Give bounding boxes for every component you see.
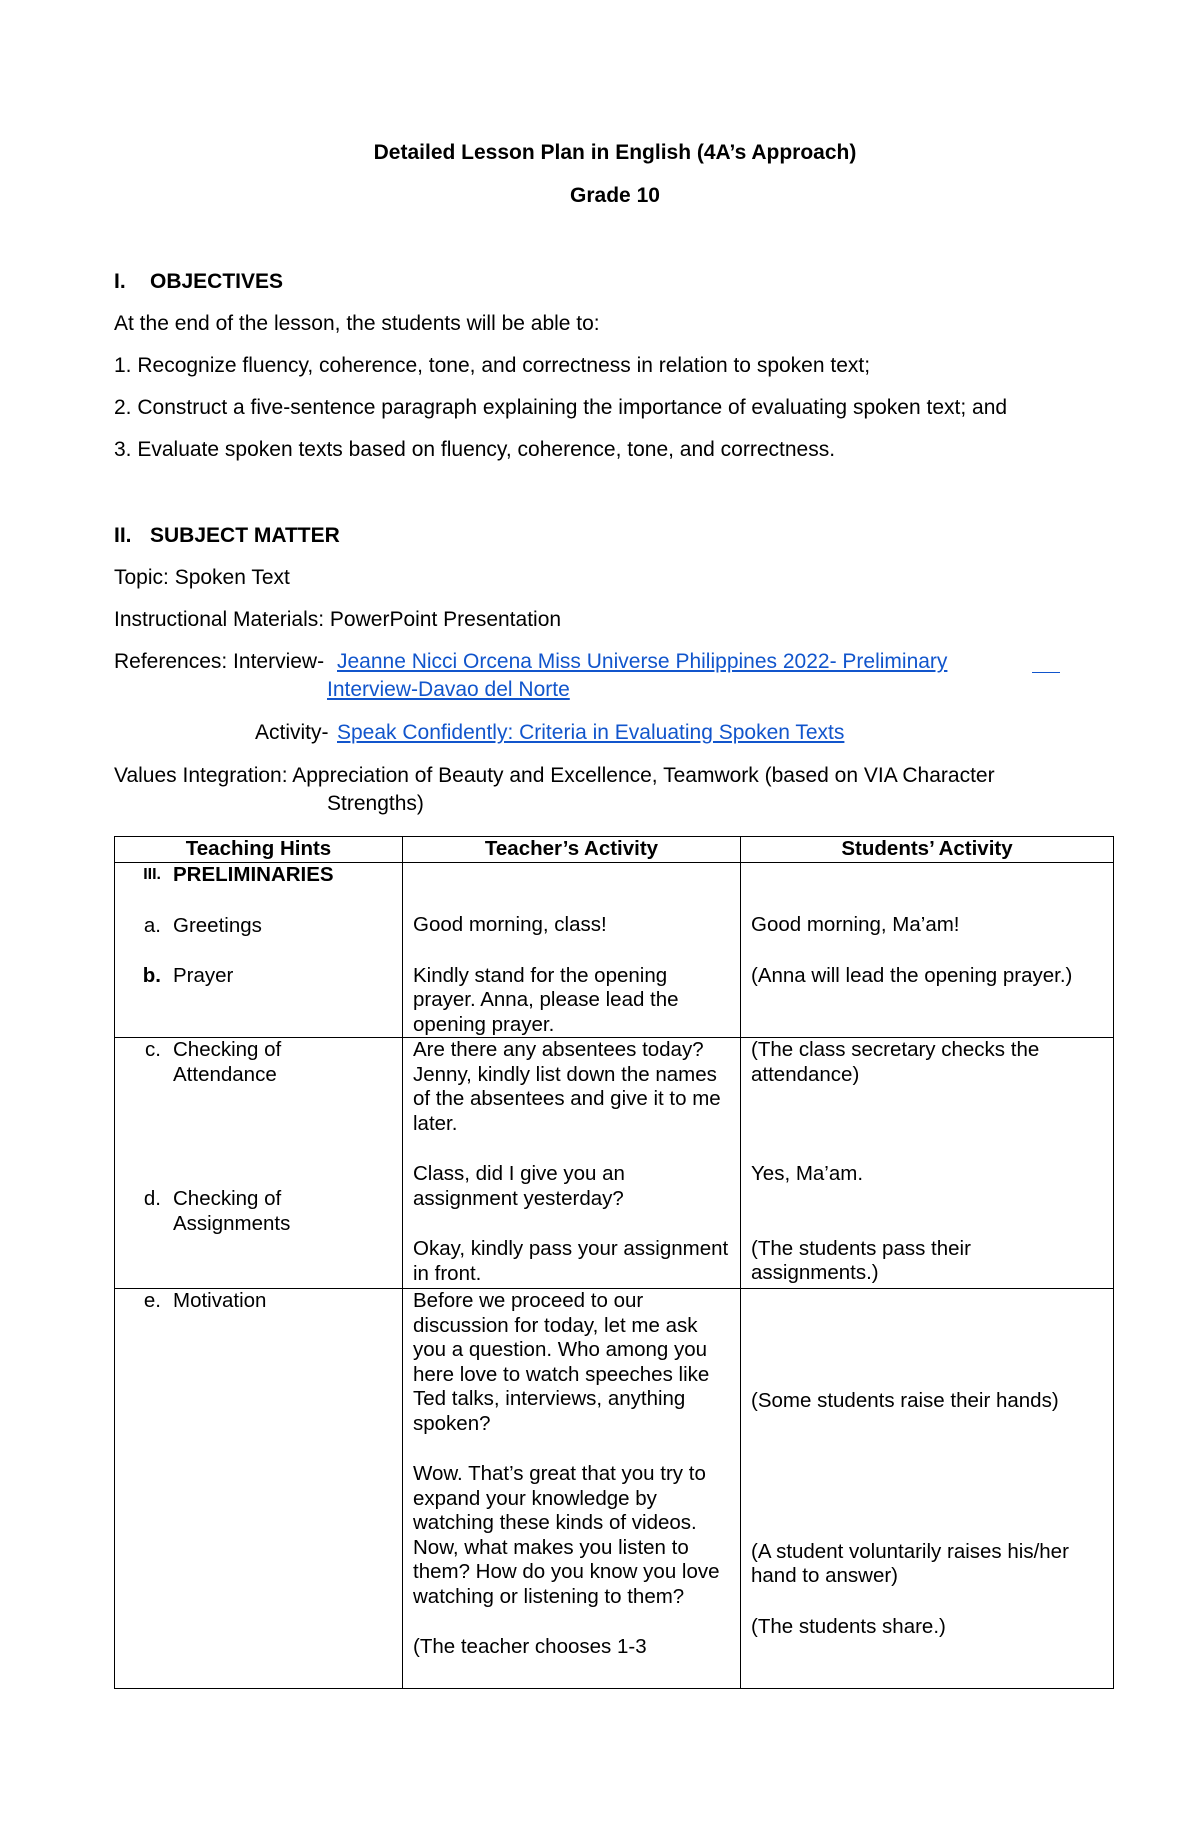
activity-link[interactable]: Speak Confidently: Criteria in Evaluating Spoken Texts bbox=[337, 721, 845, 744]
objectives-heading: OBJECTIVES bbox=[150, 270, 284, 293]
materials-line: Instructional Materials: PowerPoint Presentation bbox=[114, 608, 562, 631]
topic-line: Topic: Spoken Text bbox=[114, 566, 290, 589]
reference-link[interactable]: Jeanne Nicci Orcena Miss Universe Philippines 2022- Preliminary bbox=[337, 650, 948, 673]
students-activity-cell bbox=[741, 1038, 1114, 1289]
teacher-activity-cell bbox=[403, 863, 741, 1038]
prayer-teacher-text: Kindly stand for the opening prayer. Anna, please lead the opening prayer. bbox=[413, 963, 679, 1036]
column-header-students-activity: Students’ Activity bbox=[741, 837, 1114, 863]
reference-link-continued[interactable]: Interview-Davao del Norte bbox=[327, 678, 570, 701]
references-label: References: Interview- bbox=[114, 650, 325, 673]
assignments-teacher-text-1: Class, did I give you an assignment yesterday? bbox=[413, 1162, 625, 1210]
motivation-label: Motivation bbox=[173, 1289, 267, 1312]
table-row bbox=[115, 1038, 1114, 1289]
objectives-intro: At the end of the lesson, the students will be able to: bbox=[114, 312, 600, 335]
motivation-student-text-1: (Some students raise their hands) bbox=[751, 1389, 1059, 1412]
objective-item-3: 3. Evaluate spoken texts based on fluency, coherence, tone, and correctness. bbox=[114, 438, 836, 461]
reference-link-underline bbox=[1032, 650, 1060, 673]
document-title: Detailed Lesson Plan in English (4A’s Approach) bbox=[373, 141, 857, 164]
objective-item-1: 1. Recognize fluency, coherence, tone, and correctness in relation to spoken text; bbox=[114, 354, 871, 377]
attendance-marker: c. bbox=[145, 1038, 161, 1061]
table-row bbox=[115, 863, 1114, 1038]
table-row bbox=[115, 1289, 1114, 1689]
attendance-label: Checking of Attendance bbox=[173, 1038, 282, 1086]
motivation-student-text-3: (The students share.) bbox=[751, 1614, 946, 1638]
table-header-row bbox=[115, 837, 1114, 863]
motivation-teacher-text-1: Before we proceed to our discussion for today, let me ask you a question. Who among you here love to watch speeches like Ted talks, interviews, anything spoken? bbox=[413, 1289, 710, 1435]
attendance-teacher-text: Are there any absentees today? Jenny, kindly list down the names of the absentees and give it to me later. bbox=[413, 1038, 721, 1135]
motivation-student-text-2: (A student voluntarily raises his/her hand to answer) bbox=[751, 1539, 1069, 1587]
teacher-activity-cell bbox=[403, 1289, 741, 1689]
activity-label: Activity- bbox=[255, 721, 329, 744]
preliminaries-heading: PRELIMINARIES bbox=[173, 863, 334, 886]
subject-matter-heading: SUBJECT MATTER bbox=[150, 524, 340, 547]
assignments-student-text-1: Yes, Ma’am. bbox=[751, 1162, 864, 1185]
students-activity-cell bbox=[741, 1289, 1114, 1689]
assignments-teacher-text-2: Okay, kindly pass your assignment in front. bbox=[413, 1237, 729, 1285]
prayer-label: Prayer bbox=[173, 964, 234, 987]
assignments-label: Checking of Assignments bbox=[173, 1187, 291, 1235]
values-integration-line: Values Integration: Appreciation of Beauty and Excellence, Teamwork (based on VIA Character bbox=[114, 764, 995, 787]
motivation-marker: e. bbox=[143, 1289, 161, 1312]
greetings-student-text: Good morning, Ma’am! bbox=[751, 913, 960, 936]
subject-matter-heading-number: II. bbox=[114, 524, 132, 547]
greetings-label: Greetings bbox=[173, 913, 262, 937]
lesson-procedure-table bbox=[114, 836, 1114, 1689]
assignments-student-text-2: (The students pass their assignments.) bbox=[751, 1236, 971, 1284]
teaching-hints-cell bbox=[115, 1289, 403, 1689]
column-header-teaching-hints: Teaching Hints bbox=[115, 837, 403, 863]
motivation-teacher-text-3: (The teacher chooses 1-3 bbox=[413, 1635, 647, 1658]
assignments-marker: d. bbox=[143, 1187, 161, 1210]
attendance-student-text: (The class secretary checks the attendance) bbox=[751, 1038, 1040, 1086]
objective-item-2: 2. Construct a five-sentence paragraph explaining the importance of evaluating spoken text; and bbox=[114, 396, 1008, 419]
prayer-student-text: (Anna will lead the opening prayer.) bbox=[751, 963, 1073, 987]
greetings-marker: a. bbox=[143, 913, 161, 937]
motivation-teacher-text-2: Wow. That’s great that you try to expand your knowledge by watching these kinds of videos. Now, what makes you listen to them? How do you know you love watching or listening to them? bbox=[413, 1462, 720, 1608]
teaching-hints-cell bbox=[115, 1038, 403, 1289]
teaching-hints-cell bbox=[115, 863, 403, 1038]
column-header-teacher-activity: Teacher’s Activity bbox=[403, 837, 741, 863]
preliminaries-number: III. bbox=[143, 866, 161, 883]
greetings-teacher-text: Good morning, class! bbox=[413, 913, 607, 936]
teacher-activity-cell bbox=[403, 1038, 741, 1289]
prayer-marker: b. bbox=[142, 964, 161, 987]
values-integration-continued: Strengths) bbox=[327, 792, 424, 815]
grade-label: Grade 10 bbox=[570, 184, 660, 207]
students-activity-cell bbox=[741, 863, 1114, 1038]
objectives-heading-number: I. bbox=[114, 270, 126, 293]
